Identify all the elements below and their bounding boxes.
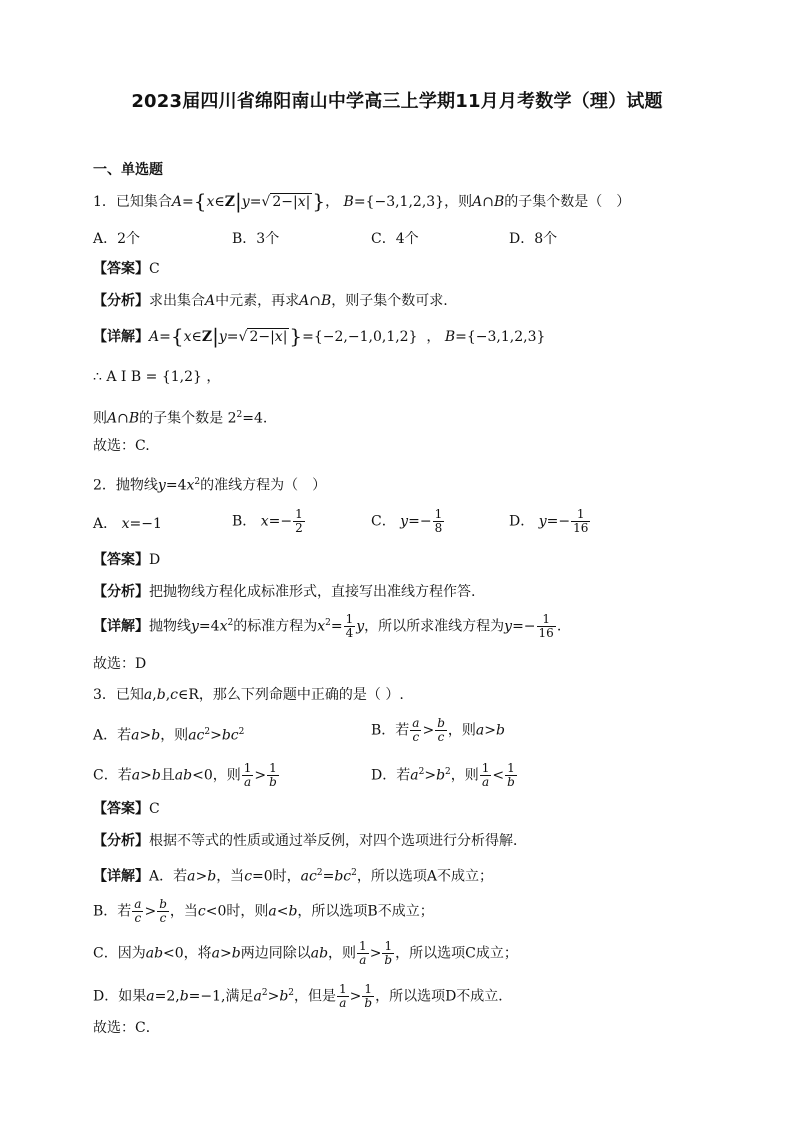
q1-detail: 【详解】A={x∈Z|y=√ 2−|x| }={−2,−1,0,1,2} ， B={−3,1,2,3} bbox=[93, 324, 546, 348]
q3-detail-1: 【详解】A．若a>b，当c=0时，$ac^2=bc^2$，所以选项A不成立； bbox=[93, 868, 493, 885]
q3-option-b: B．若 $\frac{a}{c}$ > $\frac{b}{c}$ ，则a>b bbox=[371, 716, 505, 744]
q2-option-b: B． x=− $\frac{1}{2}$ bbox=[232, 507, 303, 535]
q2-conclusion: 故选：D bbox=[93, 656, 147, 672]
q3-detail-4: D．如果a=2,b=−1,满足$a^2>b^2$，但是 $\frac{1}{a}$ > $\frac{1}{b}$ ，所以选项D不成立． bbox=[93, 982, 513, 1010]
q3-option-c: C．若a>b且ab<0，则 $\frac{1}{a}$ > $\frac{1}{b}$ bbox=[93, 761, 277, 789]
q3-analysis: 【分析】根据不等式的性质或通过举反例，对四个选项进行分析得解． bbox=[93, 833, 527, 849]
q1-detail-line2: ∴ A I B = {1,2} ， bbox=[93, 369, 221, 385]
q2-option-c: C． y=− $\frac{1}{8}$ bbox=[371, 507, 443, 535]
q3-answer: 【答案】C bbox=[93, 801, 160, 817]
q2-answer: 【答案】D bbox=[93, 552, 161, 568]
q3-conclusion: 故选：C． bbox=[93, 1020, 160, 1036]
q3-detail-3: C．因为ab<0，将a>b两边同除以ab，则 $\frac{1}{a}$ > $\frac{1}{b}$ ，所以选项C成立； bbox=[93, 939, 518, 967]
q1-option-c: C．4个 bbox=[371, 231, 419, 247]
q3-option-d: D．若$a^2>b^2$，则 $\frac{1}{a}$ < $\frac{1}{b}$ bbox=[371, 761, 515, 789]
q2-detail: 【详解】抛物线$y=4x^2$的标准方程为$x^2=$ $\frac{1}{4}$ y，所以所求准线方程为y=− $\frac{1}{16}$ . bbox=[93, 612, 562, 640]
q2-analysis: 【分析】把抛物线方程化成标准形式，直接写出准线方程作答. bbox=[93, 584, 476, 600]
q2-stem: 2．抛物线$y=4x^2$的准线方程为（ ） bbox=[93, 477, 327, 494]
q3-option-a: A．若a>b，则$ac^2>bc^2$ bbox=[93, 727, 245, 744]
page-title: 2023届四川省绵阳南山中学高三上学期11月月考数学（理）试题 bbox=[131, 91, 663, 112]
q1-analysis: 【分析】求出集合A中元素，再求A∩B，则子集个数可求. bbox=[93, 293, 448, 309]
section-heading: 一、单选题 bbox=[93, 162, 163, 178]
q3-detail-2: B．若 $\frac{a}{c}$ > $\frac{b}{c}$ ，当c<0时，则a<b，所以选项B不成立； bbox=[93, 897, 434, 925]
q1-option-d: D．8个 bbox=[509, 231, 558, 247]
q1-conclusion: 故选：C. bbox=[93, 438, 150, 454]
q1-stem: 1．已知集合A={x∈Z|y=√ 2−|x| }， B={−3,1,2,3}，则A∩B的子集个数是（ ） bbox=[93, 189, 631, 213]
q1-detail-line3: 则A∩B的子集个数是 $2^2=4$. bbox=[93, 410, 268, 427]
q3-stem: 3．已知a,b,c∈R，那么下列命题中正确的是（ ）. bbox=[93, 687, 404, 703]
q2-option-a: A． x=−1 bbox=[93, 516, 162, 532]
q1-option-b: B．3个 bbox=[232, 231, 280, 247]
q1-option-a: A．2个 bbox=[93, 231, 141, 247]
q2-option-d: D． y=− $\frac{1}{16}$ bbox=[509, 507, 589, 535]
q1-answer: 【答案】C bbox=[93, 261, 160, 277]
